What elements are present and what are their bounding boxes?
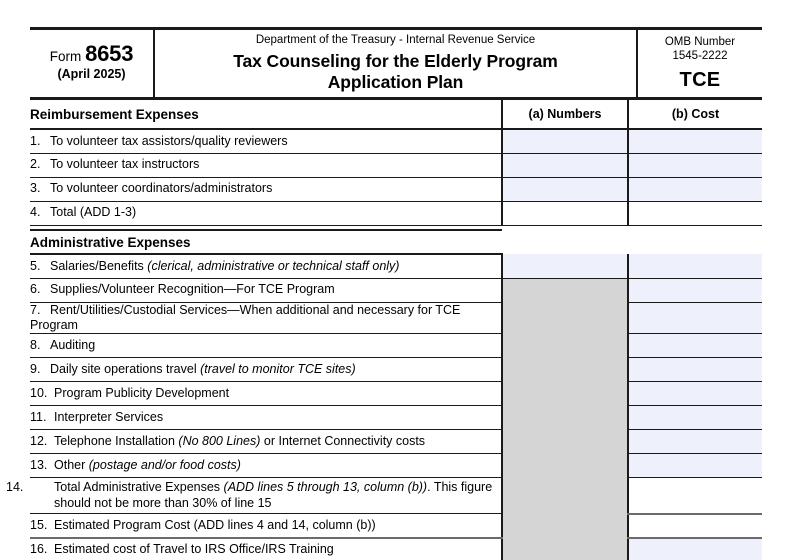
row-label-4 [30,201,502,225]
section-heading-row [30,230,762,254]
row-note-13: (postage and/or food costs) [88,457,241,472]
expenses-table [6,100,762,560]
disabled-cell-15a [502,514,628,538]
section-heading-reimbursement: Reimbursement Expenses [30,100,502,129]
row-label-13 [30,454,502,478]
row-label-15 [30,514,502,538]
row-text-3: To volunteer coordinators/administrators [50,181,273,196]
omb-box [638,30,762,97]
input-cell-13b[interactable] [628,454,762,478]
input-cell-14b[interactable] [628,478,762,514]
disabled-cell-11a [502,406,628,430]
row-label-5 [30,254,502,278]
input-cell-16b[interactable] [628,538,762,560]
input-cell-12b[interactable] [628,430,762,454]
disabled-cell-6a [502,278,628,302]
row-text-9: Daily site operations travel [50,361,201,376]
input-cell-1a[interactable] [502,129,628,153]
row-label-9 [30,358,502,382]
row-text-12-tail: or Internet Connectivity costs [260,433,426,448]
row-number-11: 11. [30,409,47,424]
omb-number: 1545-2222 [672,50,728,62]
row-text-4: Total (ADD 1-3) [50,205,137,220]
table-row [30,201,762,225]
row-number-13: 13. [30,457,48,472]
row-text-2: To volunteer tax instructors [50,157,200,172]
row-number-12: 12. [30,433,48,448]
form-number-line [50,42,134,65]
disabled-cell-16a [502,538,628,560]
form-title-box [155,30,638,97]
input-cell-9b[interactable] [628,358,762,382]
input-cell-10b[interactable] [628,382,762,406]
disabled-cell-7a [502,302,628,334]
disabled-cell-9a [502,358,628,382]
table-row [30,129,762,153]
input-cell-5a[interactable] [502,254,628,278]
row-label-12 [30,430,502,454]
row-text-13: Other [54,457,89,472]
table-row [30,430,762,454]
disabled-cell-14a [502,478,628,514]
disabled-cell-10a [502,382,628,406]
department-line: Department of the Treasury - Internal Revenue Service [255,33,536,46]
row-text-1: To volunteer tax assistors/quality reviewers [50,133,288,148]
row-note-14: (ADD lines 5 through 13, column (b)) [223,480,428,495]
row-number-3: 3. [30,181,41,196]
column-header-numbers: (a) Numbers [502,100,628,129]
row-text-7: Rent/Utilities/Custodial Services—When additional and necessary for TCE Program [30,302,461,332]
table-row [30,406,762,430]
input-cell-2a[interactable] [502,153,628,177]
table-row [30,478,762,514]
row-note-9: (travel to monitor TCE sites) [200,361,356,376]
row-number-6: 6. [30,282,41,297]
input-cell-4b[interactable] [628,201,762,225]
input-cell-6b[interactable] [628,278,762,302]
form-header [30,27,762,100]
disabled-cell-13a [502,454,628,478]
row-label-7 [30,302,502,334]
table-row [30,514,762,538]
row-number-2: 2. [30,157,41,172]
form-frame [6,27,762,560]
table-row [30,278,762,302]
form-revision-date: (April 2025) [57,67,126,82]
row-text-8: Auditing [50,337,96,352]
row-number-5: 5. [30,258,41,273]
table-row [30,334,762,358]
row-number-1: 1. [30,133,41,148]
form-title-line-2: Application Plan [327,71,464,92]
input-cell-4a[interactable] [502,201,628,225]
input-cell-5b[interactable] [628,254,762,278]
program-code: TCE [679,69,721,92]
row-text-14: Total Administrative Expenses [54,480,224,495]
row-text-6: Supplies/Volunteer Recognition—For TCE Program [50,282,335,297]
row-label-3 [30,177,502,201]
form-word-label: Form [49,48,82,64]
table-row [30,538,762,560]
row-label-2 [30,153,502,177]
form-identifier-box [30,30,155,97]
row-text-10: Program Publicity Development [54,385,230,400]
row-number-15: 15. [30,517,48,532]
row-number-4: 4. [30,205,41,220]
form-number: 8653 [85,40,134,66]
input-cell-7b[interactable] [628,302,762,334]
disabled-cell-12a [502,430,628,454]
row-label-16 [30,538,502,560]
row-label-14-text [6,480,501,511]
row-label-11 [30,406,502,430]
section-heading-administrative: Administrative Expenses [30,230,502,254]
row-text-12: Telephone Installation [54,433,179,448]
table-row [30,254,762,278]
row-label-6 [30,278,502,302]
row-number-9: 9. [30,361,41,376]
table-row [30,153,762,177]
form-title-line-1: Tax Counseling for the Elderly Program [233,50,558,71]
row-number-10: 10. [30,385,48,400]
table-column-header-row [30,100,762,129]
row-number-7: 7. [30,302,41,317]
row-number-14: 14. [6,480,24,495]
row-label-10 [30,382,502,406]
row-text-5: Salaries/Benefits [50,258,148,273]
row-label-14 [6,478,502,514]
table-row [30,382,762,406]
row-note-12: (No 800 Lines) [178,433,261,448]
row-text-15: Estimated Program Cost (ADD lines 4 and 14, column (b)) [54,517,376,532]
input-cell-1b[interactable] [628,129,762,153]
section-heading-spacer-a [502,230,628,254]
disabled-cell-8a [502,334,628,358]
row-text-11: Interpreter Services [54,409,164,424]
row-note-5: (clerical, administrative or technical staff only) [147,258,400,273]
row-text-16: Estimated cost of Travel to IRS Office/IRS Training [54,541,334,556]
column-header-cost: (b) Cost [628,100,762,129]
input-cell-2b[interactable] [628,153,762,177]
table-row [30,302,762,334]
table-row [30,454,762,478]
row-label-1 [30,129,502,153]
table-row [30,358,762,382]
omb-label: OMB Number [664,35,736,48]
row-number-8: 8. [30,337,41,352]
section-heading-spacer-b [628,230,762,254]
table-row [30,177,762,201]
row-text-14-tail: . This figure should not be more than 30% of line 15 [54,480,493,510]
input-cell-11b[interactable] [628,406,762,430]
row-number-16: 16. [30,541,48,556]
input-cell-8b[interactable] [628,334,762,358]
input-cell-3a[interactable] [502,177,628,201]
input-cell-3b[interactable] [628,177,762,201]
row-label-8 [30,334,502,358]
input-cell-15b[interactable] [628,514,762,538]
